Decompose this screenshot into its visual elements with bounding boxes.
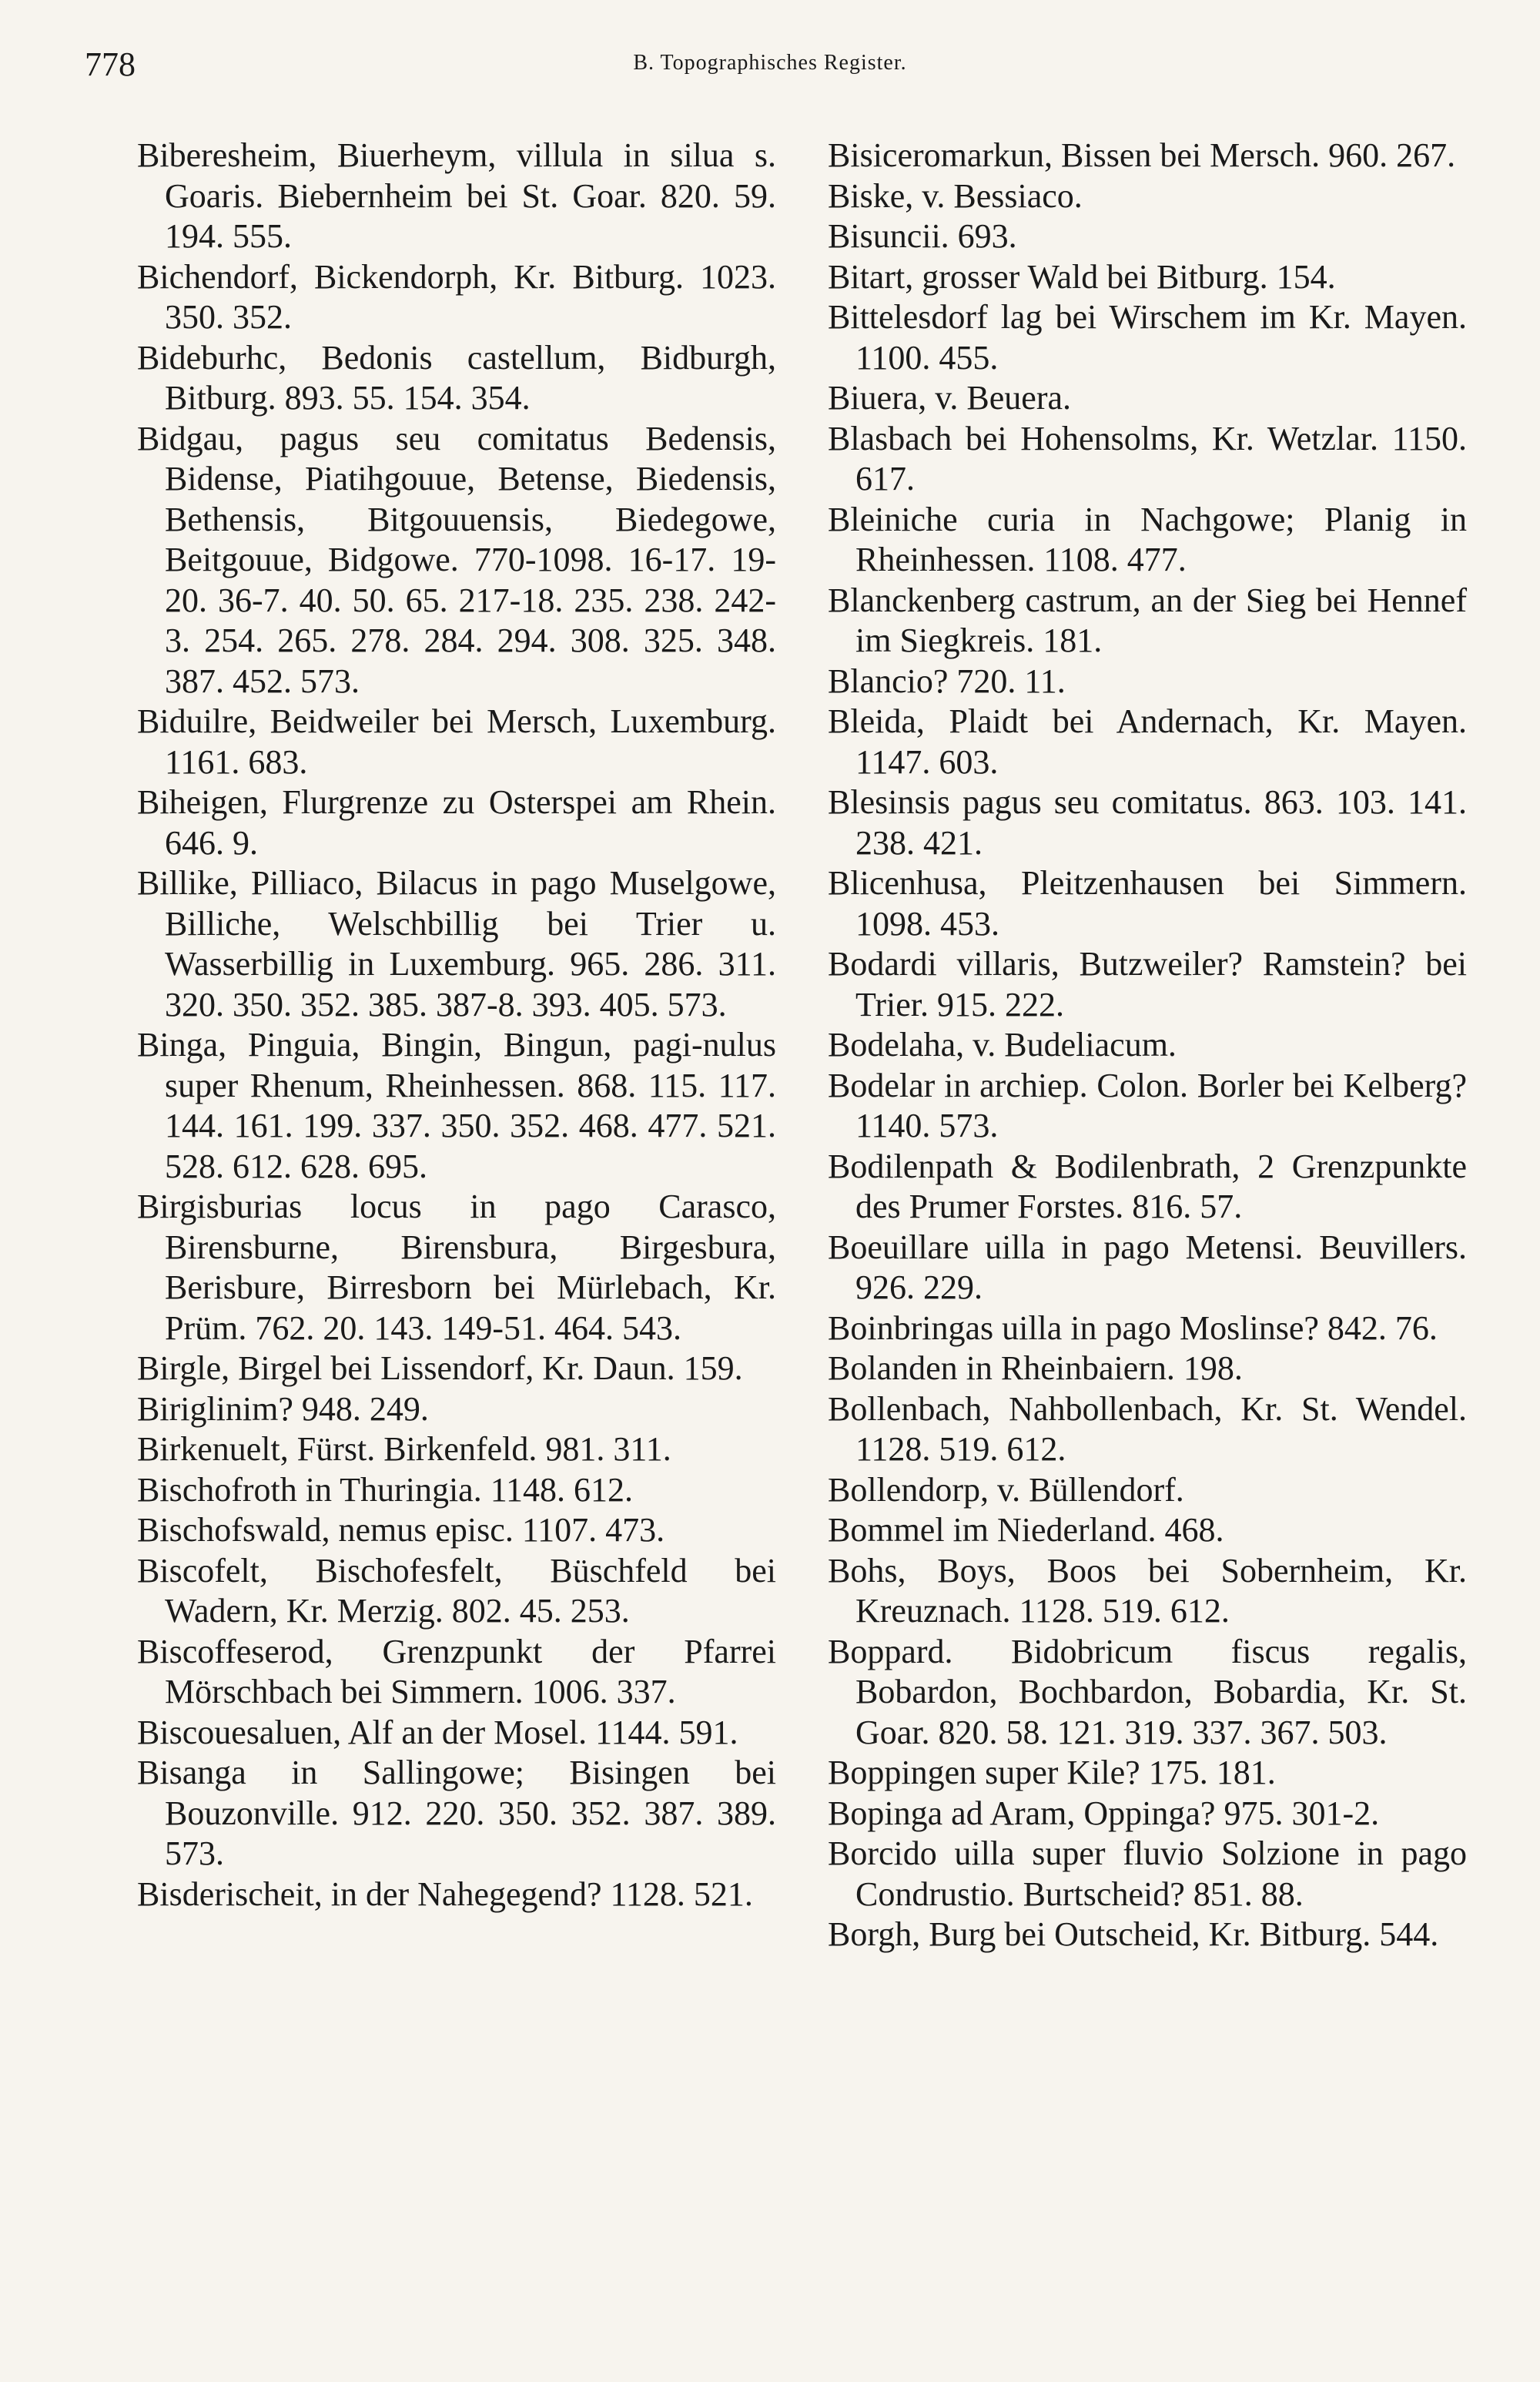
right-column bbox=[828, 136, 1467, 1955]
index-entry: Blancio? 720. 11. bbox=[828, 662, 1066, 700]
index-entry: Blanckenberg castrum, an der Sieg bei Hennef im Siegkreis. 181. bbox=[828, 581, 1467, 659]
index-entry: Bodelar in archiep. Colon. Borler bei Kelberg? 1140. 573. bbox=[828, 1066, 1467, 1144]
index-entry: Bichendorf, Bickendorph, Kr. Bitburg. 1023. 350. 352. bbox=[137, 257, 776, 336]
index-entry: Biscofelt, Bischofesfelt, Büschfeld bei Wadern, Kr. Merzig. 802. 45. 253. bbox=[137, 1551, 776, 1630]
index-entry: Biduilre, Beidweiler bei Mersch, Luxemburg. 1161. 683. bbox=[137, 702, 776, 781]
left-column bbox=[137, 136, 776, 1915]
index-entry: Boppingen super Kile? 175. 181. bbox=[828, 1754, 1276, 1791]
index-entry: Bodelaha, v. Budeliacum. bbox=[828, 1026, 1177, 1064]
index-entry: Bohs, Boys, Boos bei Sobernheim, Kr. Kreuznach. 1128. 519. 612. bbox=[828, 1551, 1467, 1630]
index-entry: Bittelesdorf lag bei Wirschem im Kr. Mayen. 1100. 455. bbox=[828, 298, 1467, 377]
index-entry: Blesinsis pagus seu comitatus. 863. 103. 141. 238. 421. bbox=[828, 783, 1467, 862]
index-entry: Biuera, v. Beuera. bbox=[828, 379, 1072, 417]
index-entry: Bisderischeit, in der Nahegegend? 1128. 521. bbox=[137, 1874, 753, 1913]
index-entry: Biscouesaluen, Alf an der Mosel. 1144. 591. bbox=[137, 1713, 738, 1751]
index-entry: Biriglinim? 948. 249. bbox=[137, 1389, 429, 1428]
index-entry: Bopinga ad Aram, Oppinga? 975. 301-2. bbox=[828, 1794, 1380, 1832]
index-entry: Borcido uilla super fluvio Solzione in pago Condrustio. Burtscheid? 851. 88. bbox=[828, 1834, 1467, 1913]
index-entry: Billike, Pilliaco, Bilacus in pago Muselgowe, Billiche, Welschbillig bei Trier u. Wasserbillig in Luxemburg. 965. 286. 311. 320. 350. 352. 385. 387-8. 393. 405. 573. bbox=[137, 864, 776, 1023]
page-number: 778 bbox=[85, 45, 136, 83]
index-entry: Bommel im Niederland. 468. bbox=[828, 1511, 1224, 1549]
index-entry: Bitart, grosser Wald bei Bitburg. 154. bbox=[828, 257, 1336, 296]
index-entry: Birgisburias locus in pago Carasco, Birensburne, Birensbura, Birgesbura, Berisbure, Birresborn bei Mürlebach, Kr. Prüm. 762. 20. 143. 149-51. 464. 543. bbox=[137, 1188, 776, 1347]
index-entry: Bisiceromarkun, Bissen bei Mersch. 960. 267. bbox=[828, 136, 1456, 174]
index-entry: Bischofswald, nemus episc. 1107. 473. bbox=[137, 1511, 665, 1549]
index-entry: Bideburhc, Bedonis castellum, Bidburgh, Bitburg. 893. 55. 154. 354. bbox=[137, 338, 776, 417]
index-entry: Bleiniche curia in Nachgowe; Planig in Rheinhessen. 1108. 477. bbox=[828, 500, 1467, 578]
index-entry: Bidgau, pagus seu comitatus Bedensis, Bidense, Piatihgouue, Betense, Biedensis, Bethensis, Bitgouuensis, Biedegowe, Beitgouue, Bidgowe. 770-1098. 16-17. 19-20. 36-7. 40. 50. 65. 217-18. 235. 238. 242-3. 254. 265. 278. 284. 294. 308. 325. 348. 387. 452. 573. bbox=[137, 419, 776, 700]
index-entry: Boeuillare uilla in pago Metensi. Beuvillers. 926. 229. bbox=[828, 1228, 1467, 1306]
index-entry: Biberesheim, Biuerheym, villula in silua s. Goaris. Biebernheim bei St. Goar. 820. 59. 194. 555. bbox=[137, 136, 776, 255]
index-entry: Bolanden in Rheinbaiern. 198. bbox=[828, 1349, 1243, 1387]
index-entry: Biske, v. Bessiaco. bbox=[828, 176, 1083, 215]
index-entry: Blasbach bei Hohensolms, Kr. Wetzlar. 1150. 617. bbox=[828, 419, 1467, 498]
index-entry: Birgle, Birgel bei Lissendorf, Kr. Daun. 159. bbox=[137, 1349, 743, 1387]
index-entry: Bodardi villaris, Butzweiler? Ramstein? bei Trier. 915. 222. bbox=[828, 945, 1467, 1023]
index-entry: Boppard. Bidobricum fiscus regalis, Bobardon, Bochbardon, Bobardia, Kr. St. Goar. 820. 58. 121. 319. 337. 367. 503. bbox=[828, 1632, 1467, 1751]
index-entry: Borgh, Burg bei Outscheid, Kr. Bitburg. 544. bbox=[828, 1915, 1439, 1953]
index-entry: Bisuncii. 693. bbox=[828, 217, 1017, 255]
index-entry: Bollendorp, v. Büllendorf. bbox=[828, 1470, 1184, 1509]
index-entry: Bodilenpath & Bodilenbrath, 2 Grenzpunkte des Prumer Forstes. 816. 57. bbox=[828, 1147, 1467, 1225]
index-entry: Boinbringas uilla in pago Moslinse? 842. 76. bbox=[828, 1308, 1438, 1347]
index-entry: Bleida, Plaidt bei Andernach, Kr. Mayen. 1147. 603. bbox=[828, 702, 1467, 781]
index-entry: Bisanga in Sallingowe; Bisingen bei Bouzonville. 912. 220. 350. 352. 387. 389. 573. bbox=[137, 1754, 776, 1872]
index-entry: Bollenbach, Nahbollenbach, Kr. St. Wendel. 1128. 519. 612. bbox=[828, 1389, 1467, 1468]
index-entry: Biheigen, Flurgrenze zu Osterspei am Rhein. 646. 9. bbox=[137, 783, 776, 862]
index-entry: Blicenhusa, Pleitzenhausen bei Simmern. 1098. 453. bbox=[828, 864, 1467, 943]
running-title: B. Topographisches Register. bbox=[633, 51, 907, 75]
index-entry: Birkenuelt, Fürst. Birkenfeld. 981. 311. bbox=[137, 1430, 671, 1468]
index-entry: Binga, Pinguia, Bingin, Bingun, pagi-nulus super Rhenum, Rheinhessen. 868. 115. 117. 144. 161. 199. 337. 350. 352. 468. 477. 521. 528. 612. 628. 695. bbox=[137, 1026, 776, 1185]
index-entry: Biscoffeserod, Grenzpunkt der Pfarrei Mörschbach bei Simmern. 1006. 337. bbox=[137, 1632, 776, 1710]
index-entry: Bischofroth in Thuringia. 1148. 612. bbox=[137, 1470, 634, 1509]
